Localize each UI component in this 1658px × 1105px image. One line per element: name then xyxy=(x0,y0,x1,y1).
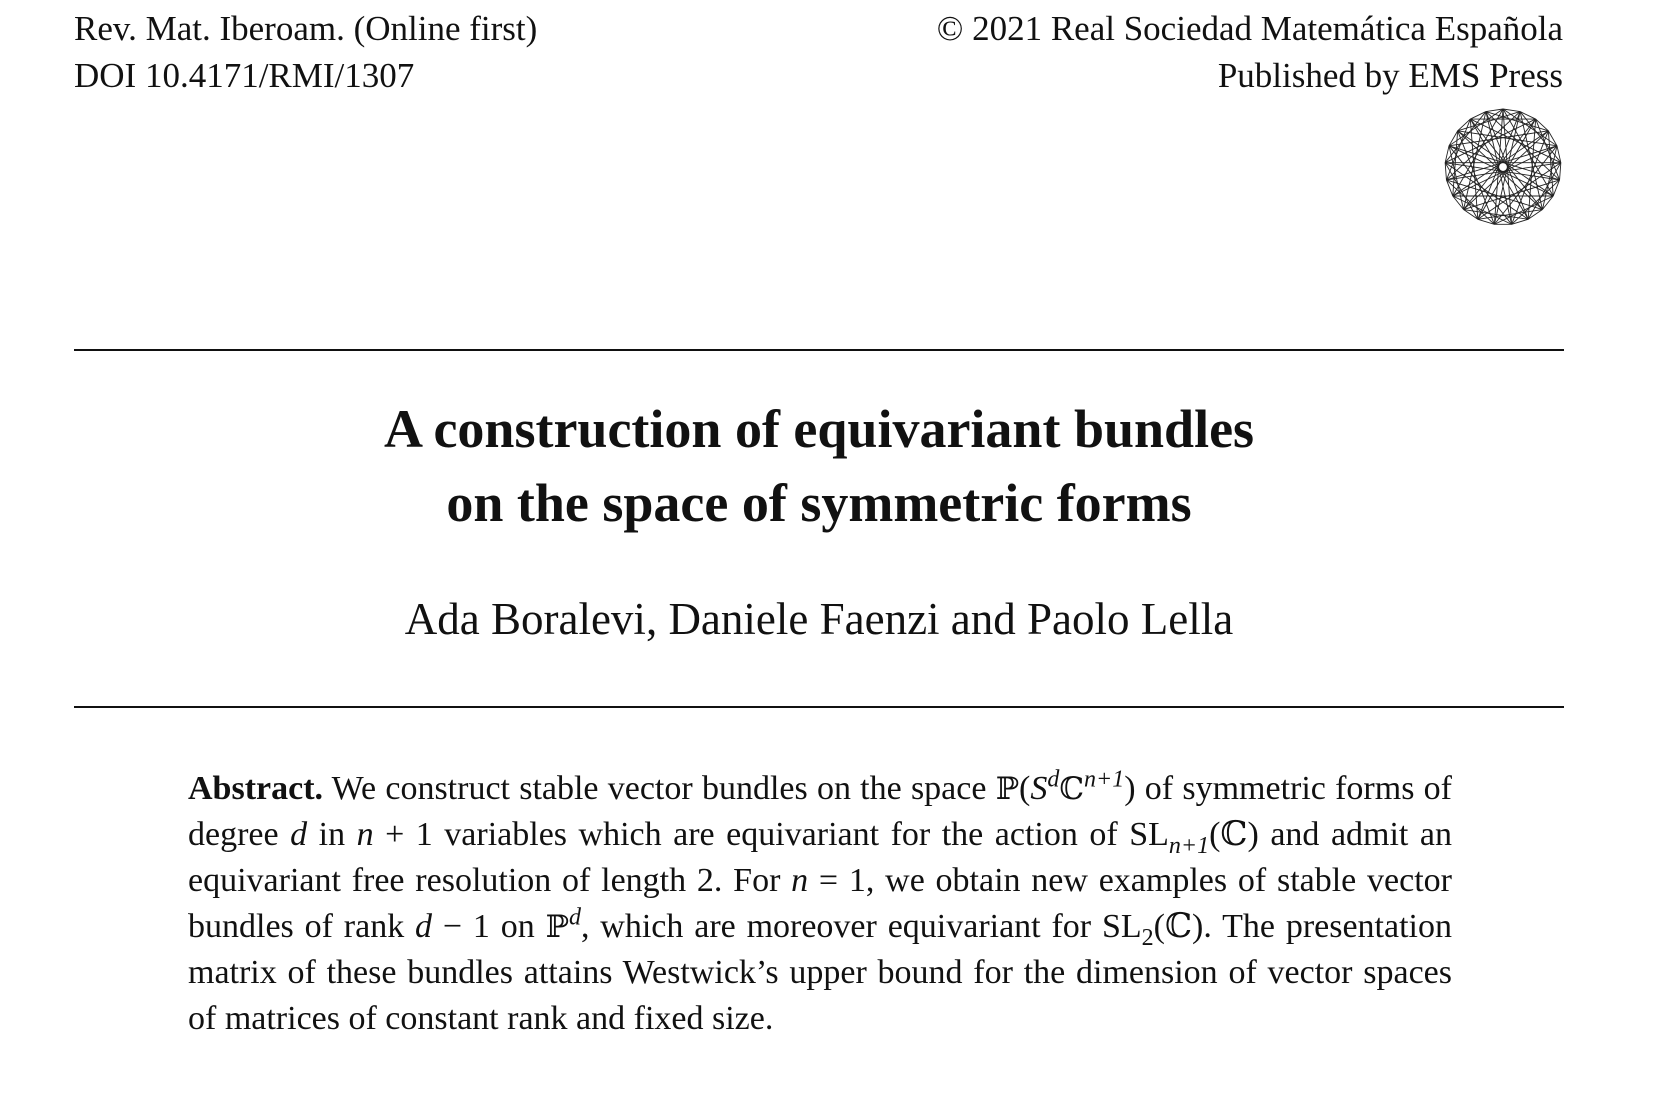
math-sl2-field: (ℂ) xyxy=(1153,908,1204,945)
abstract-text-9: . The presentation matrix of these bundles attains Westwick’s upper bound for the dimension of vector spaces of matrices of constant rank and fixed size. xyxy=(188,908,1452,1037)
paper-title-line-1: A construction of equivariant bundles xyxy=(383,399,1255,459)
doi-link[interactable]: DOI 10.4171/RMI/1307 xyxy=(74,56,415,95)
math-equals-one: = 1 xyxy=(808,862,866,899)
abstract-text-1: We construct stable vector bundles on the space xyxy=(323,770,996,807)
math-sl-subscript: n+1 xyxy=(1168,832,1210,859)
abstract-text-6: , we obtain new examples of stable vector bundles of rank xyxy=(188,862,1452,945)
math-dimension-exponent: n+1 xyxy=(1084,766,1125,793)
math-sym-power: S xyxy=(1030,770,1048,807)
running-header-left xyxy=(74,5,537,99)
copyright-notice: © 2021 Real Sociedad Matemática Española xyxy=(936,9,1563,48)
paper-title-line-2: on the space of symmetric forms xyxy=(446,473,1192,533)
math-special-linear: SL xyxy=(1129,816,1169,853)
journal-name: Rev. Mat. Iberoam. (Online first) xyxy=(74,9,538,48)
paper-title xyxy=(74,392,1564,540)
math-special-linear-2: SL xyxy=(1101,908,1142,945)
abstract-text-5: and admit an equivariant free resolution of length 2. For xyxy=(188,816,1452,899)
ems-press-logo xyxy=(1441,105,1565,229)
math-projective-dimension: d xyxy=(568,904,581,931)
math-sl-field: (ℂ) xyxy=(1209,816,1259,853)
top-rule xyxy=(74,349,1564,351)
bottom-rule xyxy=(74,706,1564,708)
abstract-text-2: of symmetric forms of degree xyxy=(188,770,1452,853)
author-list: Ada Boralevi, Daniele Faenzi and Paolo Lella xyxy=(404,594,1234,644)
math-variable-n: n xyxy=(356,816,374,853)
math-sl2-subscript: 2 xyxy=(1141,924,1154,951)
running-header-right xyxy=(937,5,1563,99)
abstract-text-7: on xyxy=(489,908,546,945)
math-complex-symbol: ℂ xyxy=(1059,771,1085,807)
math-paren-open: ( xyxy=(1019,770,1031,807)
math-degree-d: d xyxy=(290,816,308,853)
abstract-text-4: variables which are equivariant for the action of xyxy=(432,816,1130,853)
math-paren-close: ) xyxy=(1124,770,1136,807)
abstract-text-3: in xyxy=(307,816,357,853)
math-rank-d: d xyxy=(415,908,433,945)
abstract-paragraph xyxy=(188,766,1452,1042)
math-plus-one: + 1 xyxy=(373,816,433,853)
math-projective-symbol: ℙ xyxy=(995,771,1020,807)
math-minus-one: − 1 xyxy=(432,908,490,945)
abstract-text-8: , which are moreover equivariant for xyxy=(580,908,1102,945)
math-sym-degree: d xyxy=(1047,766,1060,793)
abstract-label: Abstract. xyxy=(188,770,324,807)
publisher-note: Published by EMS Press xyxy=(1217,56,1563,95)
math-variable-n-2: n xyxy=(791,862,809,899)
math-projective-space: ℙ xyxy=(545,909,569,945)
